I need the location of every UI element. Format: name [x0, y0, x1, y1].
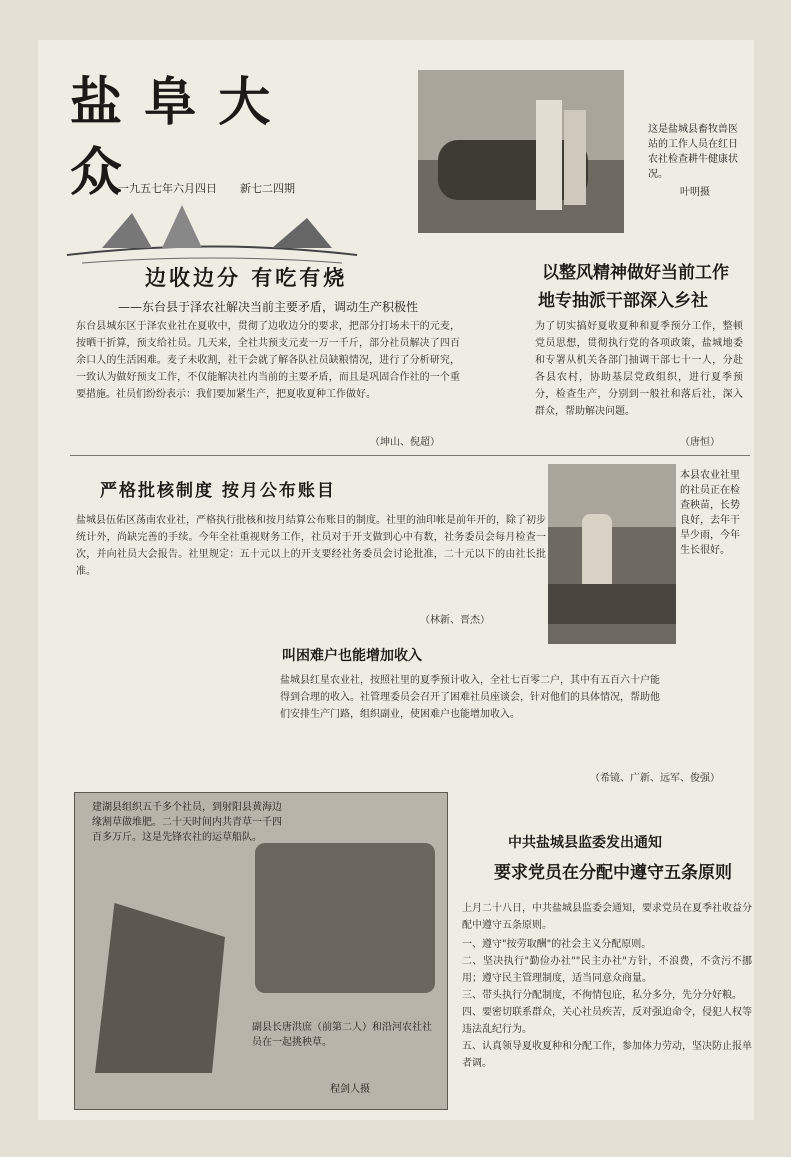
bottom-photo-caption-2: 副县长唐洪庶（前第二人）和沿河农社社员在一起挑秧草。 [252, 1022, 432, 1048]
ship-illustration-icon [62, 193, 362, 268]
article3-headline: 严格批核制度 按月公布账目 [100, 481, 336, 501]
article1-headline: 边收边分 有吃有烧 [145, 265, 348, 290]
notice-headline: 中共盐城县监委发出通知 [508, 835, 662, 851]
article2-credit: （唐恒） [680, 437, 720, 448]
right-photo-caption: 本县农业社里的社员正在检查秧苗，长势良好，去年干旱少雨，今年生长很好。 [680, 470, 740, 556]
article4-credit: （希镜、广新、远军、俊强） [590, 773, 720, 784]
article2-body: 为了切实搞好夏收夏种和夏季预分工作，整顿党员思想，贯彻执行党的各项政策，盐城地委和专署从机关各部门抽调干部七十一人，分赴各县农村，协助基层党政组织，进行夏季预分，检查生产，分别到一般社和落后社，深入群众，帮助解决问题。 [535, 321, 743, 417]
right-photo-image [548, 464, 676, 644]
article4-body: 盐城县红星农业社，按照社里的夏季预计收入，全社七百零二户，其中有五百六十户能得到合理的收入。社管理委员会召开了困难社员座谈会，针对他们的具体情况，帮助他们安排生产门路，组织副业，使困难户也能增加收入。 [280, 675, 660, 720]
article2-headline-2: 地专抽派干部深入乡社 [538, 291, 708, 311]
article1-credit: （坤山、倪超） [370, 437, 440, 448]
notice-item: 三、带头执行分配制度，不徇情包庇，私分多分，先分分好粮。 [462, 990, 742, 1001]
masthead-date: 一九五七年六月四日 [118, 182, 217, 195]
notice-items [462, 936, 752, 1072]
article1-body: 东台县城东区于泽农业社在夏收中，贯彻了边收边分的要求，把部分打场未干的元麦，按晒干折算，预支给社员。几天来，全社共预支元麦一万一千斤，部分社员解决了四百余口人的生活困难。麦子未收割，社干会就了解各队社员缺粮情况，进行了分析研究，一致认为做好预支工作，不仅能解决社内当前的主要矛盾，而且是巩固合作社的一个重要措施。社员们纷纷表示：我们要加紧生产，把夏收夏种工作做好。 [76, 321, 460, 400]
notice-item: 五、认真领导夏收夏种和分配工作，参加体力劳动，坚决防止报单者调。 [462, 1041, 752, 1069]
article3-credit: （林新、晋杰） [420, 615, 490, 626]
notice-item: 二、坚决执行"勤俭办社""民主办社"方针，不浪费，不贪污不挪用；遵守民主管理制度，适当同意众商量。 [462, 956, 752, 984]
notice-intro: 上月二十八日，中共盐城县监委会通知，要求党员在夏季社收益分配中遵守五条原则。 [462, 903, 752, 931]
top-photo-image [418, 70, 624, 233]
article4-headline: 叫困难户也能增加收入 [282, 648, 422, 664]
top-photo-credit: 叶明摄 [680, 187, 710, 198]
article1-subhead: ——东台县于泽农社解决当前主要矛盾，调动生产积极性 [118, 300, 419, 314]
notice-item: 一、遵守"按劳取酬"的社会主义分配原则。 [462, 939, 652, 950]
article3-body: 盐城县伍佑区荡南农业社，严格执行批核和按月结算公布账目的制度。社里的油印帐是前年开的，除了初步统计外，尚缺完善的手续。今年全社重视财务工作，社员对于开支做到心中有数，社务委员会每月检查一次，并向社员大会报告。社里规定：五十元以上的开支要经社务委员会讨论批准，二十元以下的由社长批准。 [76, 515, 546, 577]
masthead-issue: 新七二四期 [240, 182, 295, 195]
notice-item: 四、要密切联系群众，关心社员疾苦，反对强迫命令，侵犯人权等违法乱纪行为。 [462, 1007, 752, 1035]
bottom-photo-caption: 建湖县组织五千多个社员，到射阳县黄海边缘割草做堆肥。二十天时间内共青草一千四百多万斤。这是先锋农社的运草船队。 [92, 802, 282, 843]
bottom-photo-credit: 程剑人摄 [330, 1084, 370, 1095]
notice-headline-2: 要求党员在分配中遵守五条原则 [494, 863, 732, 883]
masthead-title: 盐 阜 大 众 [70, 72, 273, 203]
section-divider [70, 455, 750, 456]
top-photo-caption: 这是盐城县畜牧兽医站的工作人员在红日农社检查耕牛健康状况。 [648, 124, 738, 180]
article2-headline: 以整风精神做好当前工作 [542, 263, 729, 283]
